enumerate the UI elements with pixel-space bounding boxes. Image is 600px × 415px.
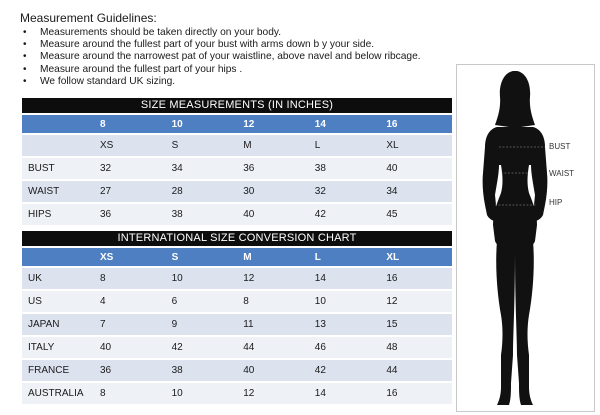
table-cell: US (22, 291, 94, 312)
table-cell: 42 (166, 337, 238, 358)
header-cell (22, 115, 94, 133)
header-cell (22, 248, 94, 266)
table-row (22, 158, 452, 179)
table-cell: 44 (237, 337, 309, 358)
table-cell: 38 (309, 158, 381, 179)
table-cell: 8 (237, 291, 309, 312)
table-cell: 40 (237, 360, 309, 381)
table-cell: 10 (309, 291, 381, 312)
table-cell: 10 (166, 268, 238, 289)
table-cell: 12 (380, 291, 452, 312)
table-cell: 8 (94, 268, 166, 289)
guideline-item: • Measure around the fullest part of your hips . (20, 64, 450, 76)
measurement-guidelines (20, 11, 450, 88)
table-cell: 34 (380, 181, 452, 202)
header-cell: L (309, 248, 381, 266)
table-cell: 36 (237, 158, 309, 179)
table-cell: 9 (166, 314, 238, 335)
table-cell: 6 (166, 291, 238, 312)
table-cell: 45 (380, 204, 452, 225)
body-measurement-figure (456, 64, 595, 412)
table-cell (22, 135, 94, 156)
table-row (22, 181, 452, 202)
table-cell: 11 (237, 314, 309, 335)
table-row (22, 360, 452, 381)
table-cell: HIPS (22, 204, 94, 225)
header-cell: 10 (166, 115, 238, 133)
female-silhouette-icon (457, 65, 596, 413)
table-cell: 13 (309, 314, 381, 335)
table-cell: AUSTRALIA (22, 383, 94, 404)
table-cell: 46 (309, 337, 381, 358)
table-cell: BUST (22, 158, 94, 179)
table-cell: 40 (94, 337, 166, 358)
guideline-item: • Measure around the narrowest pat of your waistline, above navel and below ribcage. (20, 51, 450, 63)
table-row (22, 268, 452, 289)
table-cell: 34 (166, 158, 238, 179)
waist-label: WAIST (549, 169, 575, 178)
guideline-item: • We follow standard UK sizing. (20, 76, 450, 88)
table-cell: 15 (380, 314, 452, 335)
table-cell: 12 (237, 268, 309, 289)
table-header-row (22, 248, 452, 266)
table-cell: 14 (309, 383, 381, 404)
header-cell: M (237, 248, 309, 266)
bust-label: BUST (549, 142, 571, 151)
table-cell: 16 (380, 383, 452, 404)
table-cell: 36 (94, 204, 166, 225)
table-cell: 14 (309, 268, 381, 289)
table-cell: 28 (166, 181, 238, 202)
header-cell: 14 (309, 115, 381, 133)
guidelines-title: Measurement Guidelines: (20, 11, 157, 25)
table-cell: UK (22, 268, 94, 289)
table-header-row (22, 115, 452, 133)
table-cell: 32 (309, 181, 381, 202)
table-cell: 4 (94, 291, 166, 312)
header-cell: 12 (237, 115, 309, 133)
table-cell: 16 (380, 268, 452, 289)
table-cell: JAPAN (22, 314, 94, 335)
table-cell: XL (380, 135, 452, 156)
table-row (22, 291, 452, 312)
table-cell: FRANCE (22, 360, 94, 381)
guideline-item: • Measure around the fullest part of your bust with arms down b y your side. (20, 39, 450, 51)
table-row (22, 383, 452, 404)
header-cell: 8 (94, 115, 166, 133)
table-cell: S (166, 135, 238, 156)
header-cell: XS (94, 248, 166, 266)
table-cell: WAIST (22, 181, 94, 202)
size-table-title: SIZE MEASUREMENTS (IN INCHES) (22, 98, 452, 113)
table-row (22, 135, 452, 156)
size-measurements-table (22, 98, 452, 227)
header-cell: S (166, 248, 238, 266)
table-cell: 30 (237, 181, 309, 202)
table-cell: 42 (309, 204, 381, 225)
table-cell: 8 (94, 383, 166, 404)
table-cell: 38 (166, 360, 238, 381)
table-cell: 12 (237, 383, 309, 404)
table-cell: XS (94, 135, 166, 156)
size-conversion-table (22, 231, 452, 406)
table-cell: 10 (166, 383, 238, 404)
table-cell: 40 (380, 158, 452, 179)
table-cell: 40 (237, 204, 309, 225)
header-cell: 16 (380, 115, 452, 133)
guideline-item: • Measurements should be taken directly on your body. (20, 27, 450, 39)
table-cell: 27 (94, 181, 166, 202)
table-row (22, 314, 452, 335)
table-cell: 48 (380, 337, 452, 358)
header-cell: XL (380, 248, 452, 266)
table-cell: 38 (166, 204, 238, 225)
size-table-grid (22, 113, 452, 227)
table-row (22, 204, 452, 225)
table-cell: L (309, 135, 381, 156)
conversion-table-grid (22, 246, 452, 406)
table-cell: 42 (309, 360, 381, 381)
table-cell: 32 (94, 158, 166, 179)
table-cell: 36 (94, 360, 166, 381)
table-row (22, 337, 452, 358)
conversion-table-title: INTERNATIONAL SIZE CONVERSION CHART (22, 231, 452, 246)
guidelines-list (20, 27, 450, 88)
table-cell: M (237, 135, 309, 156)
table-cell: ITALY (22, 337, 94, 358)
hip-label: HIP (549, 198, 563, 207)
table-cell: 44 (380, 360, 452, 381)
table-cell: 7 (94, 314, 166, 335)
